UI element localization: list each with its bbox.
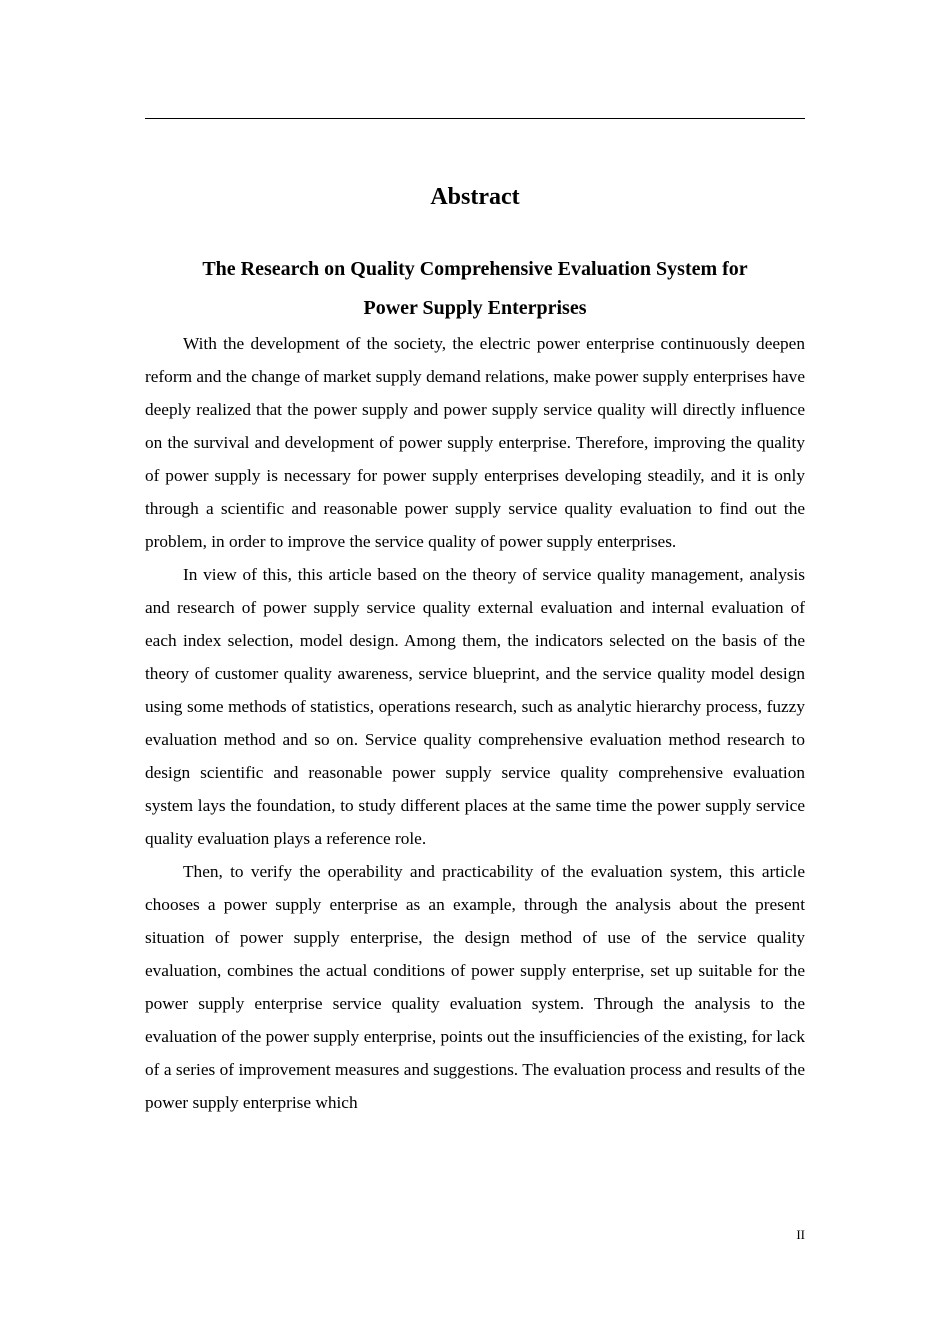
thesis-title-line-1: The Research on Quality Comprehensive Evaluation System for [202,258,748,280]
thesis-title-line-2: Power Supply Enterprises [363,297,587,319]
page-number: II [796,1227,805,1242]
header-rule [145,118,805,119]
abstract-body [145,327,805,1119]
abstract-paragraph-3: Then, to verify the operability and practicability of the evaluation system, this article chooses a power supply enterprise as an example, through the analysis about the present situation of power supply enterprise, the design method of use of the service quality evaluation, combines the actual conditions of power supply enterprise, set up suitable for the power supply enterprise service quality evaluation system. Through the analysis to the evaluation of the power supply enterprise, points out the insufficiencies of the existing, for lack of a series of improvement measures and suggestions. The evaluation process and results of the power supply enterprise which [145,862,805,1112]
abstract-paragraph-2: In view of this, this article based on the theory of service quality management, analysis and research of power supply service quality external evaluation and internal evaluation of each index selection, model design. Among them, the indicators selected on the basis of the theory of customer quality awareness, service blueprint, and the service quality model design using some methods of statistics, operations research, such as analytic hierarchy process, fuzzy evaluation method and so on. Service quality comprehensive evaluation method research to design scientific and reasonable power supply service quality comprehensive evaluation system lays the foundation, to study different places at the same time the power supply service quality evaluation plays a reference role. [145,565,805,848]
thesis-title [145,250,805,328]
abstract-paragraph-1: With the development of the society, the electric power enterprise continuously deepen reform and the change of market supply demand relations, make power supply enterprises have deeply realized that the power supply and power supply service quality will directly influence on the survival and development of power supply enterprise. Therefore, improving the quality of power supply is necessary for power supply enterprises developing steadily, and it is only through a scientific and reasonable power supply service quality evaluation to find out the problem, in order to improve the service quality of power supply enterprises. [145,334,805,551]
abstract-heading: Abstract [430,184,520,210]
